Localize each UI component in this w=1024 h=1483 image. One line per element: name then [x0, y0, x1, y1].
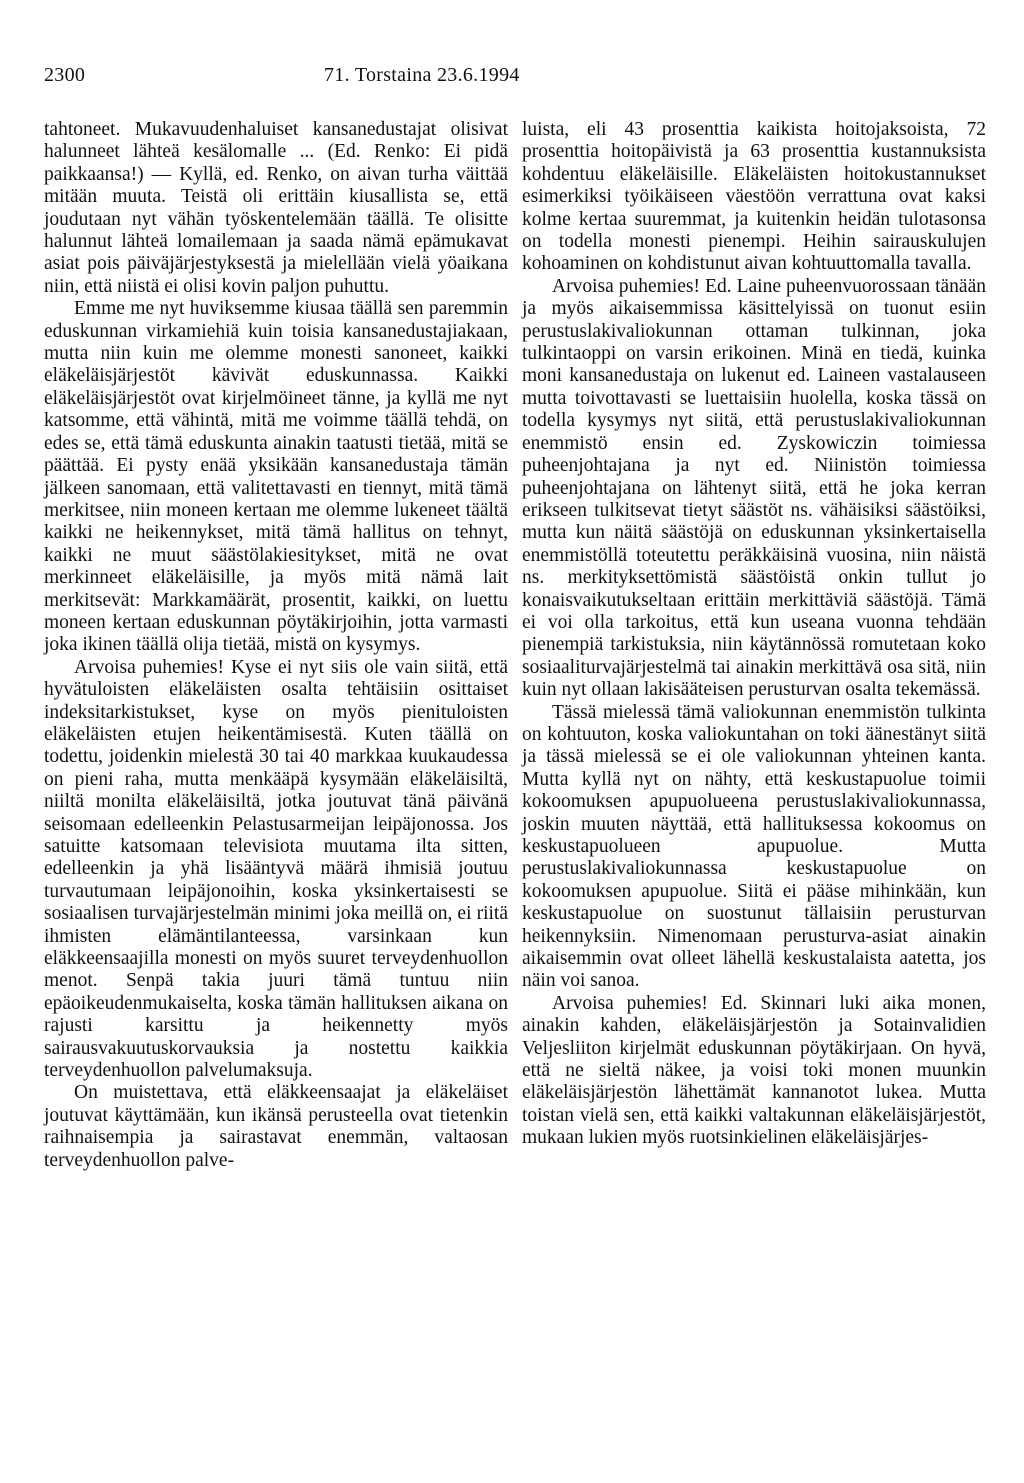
page-number: 2300 — [44, 64, 86, 86]
running-title: 71. Torstaina 23.6.1994 — [324, 64, 520, 86]
paragraph: tahtoneet. Mukavuudenhaluiset kansanedustajat olisivat halunneet lähteä kesälomalle ... (Ed. Renko: Ei pidä paikkaansa!) — Kyllä, ed. Renko, on aivan turha väittää mitään muuta. Teistä oli erittäin kiusallista se, että joudutaan nyt vähän työskentelemään täällä. Te olisitte halunnut lähteä lomailemaan ja saada nämä epämukavat asiat pois päiväjärjestyksestä ja mielellään vielä yöaikana niin, että niistä ei olisi kovin paljon puhuttu. — [44, 119, 508, 297]
left-column — [44, 119, 508, 1172]
paragraph: Arvoisa puhemies! Ed. Skinnari luki aika monen, ainakin kahden, eläkeläisjärjestön ja Sotainvalidien Veljesliiton kirjelmät eduskunnan pöytäkirjaan. On hyvä, että ne sieltä näkee, ja voisi toki monen muunkin eläkeläisjärjestön lähettämät kannanotot lukea. Mutta toistan vielä sen, että kaikki valtakunnan eläkeläisjärjestöt, mukaan lukien myös ruotsinkielinen eläkeläisjärjes- — [522, 992, 986, 1149]
paragraph: On muistettava, että eläkkeensaajat ja eläkeläiset joutuvat käyttämään, kun ikänsä perusteella ovat tietenkin raihnaisempia ja sairastavat enemmän, valtaosan terveydenhuollon palve- — [44, 1082, 508, 1171]
page-header — [44, 64, 984, 94]
right-column — [522, 119, 986, 1150]
paragraph: luista, eli 43 prosenttia kaikista hoitojaksoista, 72 prosenttia hoitopäivistä ja 63 prosenttia kustannuksista kohdentuu eläkeläisille. Eläkeläisten hoitokustannukset esimerkiksi työikäiseen väestöön verrattuna ovat kaksi kolme kertaa suuremmat, ja kuitenkin heidän tulotasonsa on todella monesti pienempi. Heihin sairauskulujen kohoaminen on kohdistunut aivan kohtuuttomalla tavalla. — [522, 119, 986, 275]
paragraph: Tässä mielessä tämä valiokunnan enemmistön tulkinta on kohtuuton, koska valiokuntahan on toki äänestänyt siitä ja tässä mielessä se ei ole valiokunnan yhteinen kanta. Mutta kyllä nyt on nähty, että keskustapuolue toimii kokoomuksen apupuolueena perustuslakivaliokunnassa, joskin muuten näyttää, että hallituksessa kokoomus on keskustapuolueen apupuolue. Mutta perustuslakivaliokunnassa keskustapuolue on kokoomuksen apupuolue. Siitä ei pääse mihinkään, kun keskustapuolue on suostunut tällaisiin perusturvan heikennyksiin. Nimenomaan perusturva-asiat ainakin aikaisemmin ovat olleet lähellä keskustalaista aatetta, jos näin voi sanoa. — [522, 701, 986, 992]
paragraph: Arvoisa puhemies! Kyse ei nyt siis ole vain siitä, että hyvätuloisten eläkeläisten osalta tehtäisiin osittaiset indeksitarkistukset, kyse on myös pienituloisten eläkeläisten etujen heikentämisestä. Kuten täällä on todettu, joidenkin mielestä 30 tai 40 markkaa kuukaudessa on pieni raha, mutta menkääpä kysymään eläkeläisiltä, niiltä monilta eläkeläisiltä, jotka joutuvat tänä päivänä seisomaan edelleenkin Pelastusarmeijan leipäjonossa. Jos satuitte katsomaan televisiota muutama ilta sitten, edelleenkin ja yhä lisääntyvä määrä ihmisiä joutuu turvautumaan leipäjonoihin, koska yksinkertaisesti se sosiaalisen turvajärjestelmän minimi joka meillä on, ei riitä ihmisten elämäntilanteessa, varsinkaan kun eläkkeensaajilla monesti on myös suuret terveydenhuollon menot. Senpä takia juuri tämä tuntuu niin epäoikeudenmukaiselta, koska tämän hallituksen aikana on rajusti karsittu ja heikennetty myös sairausvakuutuskorvauksia ja nostettu kaikkia terveydenhuollon palvelumaksuja. — [44, 656, 508, 1082]
paragraph: Emme me nyt huviksemme kiusaa täällä sen paremmin eduskunnan virkamiehiä kuin toisia kansanedustajiakaan, mutta niin kuin me olemme monesti sanoneet, kaikki eläkeläisjärjestöt kävivät eduskunnassa. Kaikki eläkeläisjärjestöt ovat kirjelmöineet tänne, ja kyllä me nyt katsomme, että vähintä, mitä me voimme täällä tehdä, on edes se, että tämä eduskunta ainakin taatusti tietää, mitä se päättää. Ei pysty enää yksikään kansanedustaja tämän jälkeen sanomaan, että valitettavasti en tiennyt, mitä tämä merkitsee, niin moneen kertaan me olemme lukeneet täältä kaikki ne heikennykset, mitä tämä hallitus on tehnyt, kaikki ne muut säästölakiesitykset, mitä ne ovat merkinneet eläkeläisille, ja myös mitä nämä lait merkitsevät: Markkamäärät, prosentit, kaikki, on luettu moneen kertaan eduskunnan pöytäkirjoihin, jotta varmasti joka ikinen täällä olija tietää, mistä on kysymys. — [44, 298, 508, 656]
paragraph: Arvoisa puhemies! Ed. Laine puheenvuorossaan tänään ja myös aikaisemmissa käsittelyissä on tuonut esiin perustuslakivaliokunnan ottaman tulkinnan, joka tulkintaoppi on varsin erikoinen. Minä en tiedä, kuinka moni kansanedustaja on lukenut ed. Laineen vastalauseen mutta toivottavasti se luettaisiin huolella, koska tässä on todella kysymys nyt siitä, että perustuslakivaliokunnan enemmistö ensin ed. Zyskowiczin toimiessa puheenjohtajana ja nyt ed. Niinistön toimiessa puheenjohtajana on lähtenyt siitä, että he joka kerran erikseen tulkitsevat tietyt säästöt ns. vähäisiksi säästöiksi, mutta kun näitä säästöjä on eduskunnan yksinkertaisella enemmistöllä toteutettu peräkkäisinä vuosina, niin näistä ns. merkityksettömistä säästöistä onkin tullut jo konaisvaikutukseltaan erittäin merkittäviä säästöjä. Tämä ei voi olla tarkoitus, että kun useana vuonna tehdään pienempiä tarkistuksia, niin käytännössä romutetaan koko sosiaaliturvajärjestelmä tai ainakin merkittävä osa sitä, niin kuin nyt ollaan lakisääteisen perusturvan osalta tekemässä. — [522, 275, 986, 701]
